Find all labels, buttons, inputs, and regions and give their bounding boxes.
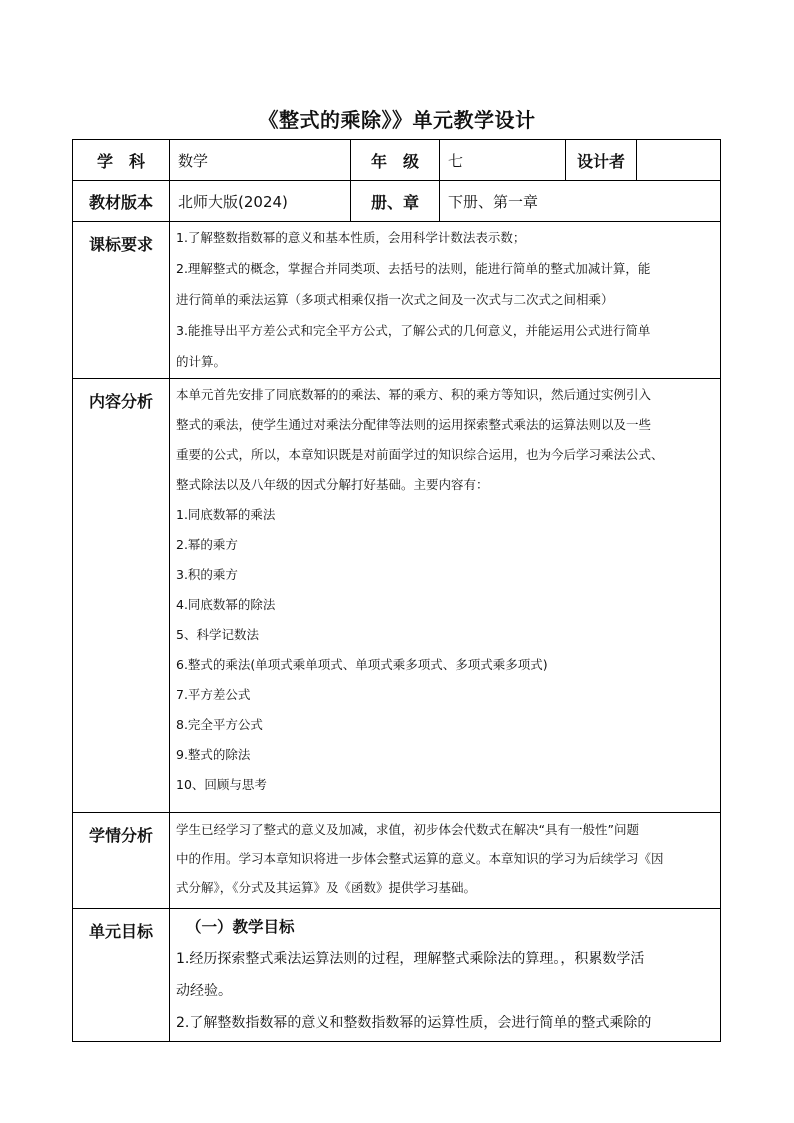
goal-line: 1.经历探索整式乘法运算法则的过程，理解整式乘除法的算理。，积累数学活: [176, 951, 645, 967]
curriculum-line: 1.了解整数指数幂的意义和基本性质，会用科学计数法表示数；: [176, 230, 526, 245]
info-row-2: [73, 181, 721, 222]
curriculum-label: 课标要求: [73, 222, 170, 379]
content-line: 2.幂的乘方: [176, 537, 238, 552]
content-line: 本单元首先安排了同底数幂的的乘法、幂的乘方、积的乘方等知识，然后通过实例引入: [176, 387, 652, 402]
volume-label: 册、章: [351, 181, 440, 222]
curriculum-content: [170, 222, 721, 379]
content-line: 6.整式的乘法(单项式乘单项式、单项式乘多项式、多项式乘多项式): [176, 657, 548, 672]
content-line: 9.整式的除法: [176, 747, 251, 762]
learning-line: 式分解》，《分式及其运算》及《函数》提供学习基础。: [176, 880, 477, 895]
goal-line: 动经验。: [176, 983, 232, 999]
designer-value: [637, 140, 721, 181]
content-line: 8.完全平方公式: [176, 717, 263, 732]
content-line: 整式的乘法，使学生通过对乘法分配律等法则的运用探索整式乘法的运算法则以及一些: [176, 417, 652, 432]
curriculum-row: [73, 222, 721, 379]
content-analysis-row: [73, 379, 721, 813]
unit-goals-row: [73, 909, 721, 1042]
content-line: 整式除法以及八年级的因式分解打好基础。主要内容有：: [176, 477, 489, 492]
learning-line: 学生已经学习了整式的意义及加减，求值，初步体会代数式在解决“具有一般性”问题: [176, 822, 639, 837]
unit-design-table: [72, 139, 721, 1042]
unit-goals-subtitle: （一）教学目标: [186, 918, 295, 936]
grade-label: 年 级: [351, 140, 440, 181]
unit-goals-label: 单元目标: [73, 909, 170, 1042]
goal-line: 2.了解整数指数幂的意义和整数指数幂的运算性质，会进行简单的整式乘除的: [176, 1015, 652, 1031]
curriculum-line: 进行简单的乘法运算（多项式相乘仅指一次式之间及一次式与二次式之间相乘）: [176, 292, 614, 307]
learning-analysis-content: [170, 813, 721, 909]
curriculum-line: 2.理解整式的概念，掌握合并同类项、去括号的法则，能进行简单的整式加减计算，能: [176, 261, 651, 276]
content-line: 7.平方差公式: [176, 687, 251, 702]
grade-value: 七: [440, 140, 566, 181]
unit-goals-content: [170, 909, 721, 1042]
curriculum-line: 的计算。: [176, 354, 227, 369]
subject-value: 数学: [170, 140, 351, 181]
content-line: 4.同底数幂的除法: [176, 597, 276, 612]
content-line: 3.积的乘方: [176, 567, 238, 582]
designer-label: 设计者: [566, 140, 637, 181]
learning-analysis-label: 学情分析: [73, 813, 170, 909]
content-analysis-content: [170, 379, 721, 813]
content-line: 重要的公式，所以，本章知识既是对前面学过的知识综合运用，也为今后学习乘法公式、: [176, 447, 664, 462]
content-line: 10、回顾与思考: [176, 777, 267, 792]
content-analysis-label: 内容分析: [73, 379, 170, 813]
content-line: 5、科学记数法: [176, 627, 259, 642]
learning-analysis-row: [73, 813, 721, 909]
curriculum-line: 3.能推导出平方差公式和完全平方公式，了解公式的几何意义，并能运用公式进行简单: [176, 323, 651, 338]
edition-label: 教材版本: [73, 181, 170, 222]
document-title: 《整式的乘除》》单元教学设计: [258, 108, 536, 132]
subject-label: 学 科: [73, 140, 170, 181]
edition-value: 北师大版(2024): [170, 181, 351, 222]
learning-line: 中的作用。学习本章知识将进一步体会整式运算的意义。本章知识的学习为后续学习《因: [176, 851, 664, 866]
content-line: 1.同底数幂的乘法: [176, 507, 276, 522]
info-row-1: [73, 140, 721, 181]
volume-value: 下册、第一章: [440, 181, 721, 222]
